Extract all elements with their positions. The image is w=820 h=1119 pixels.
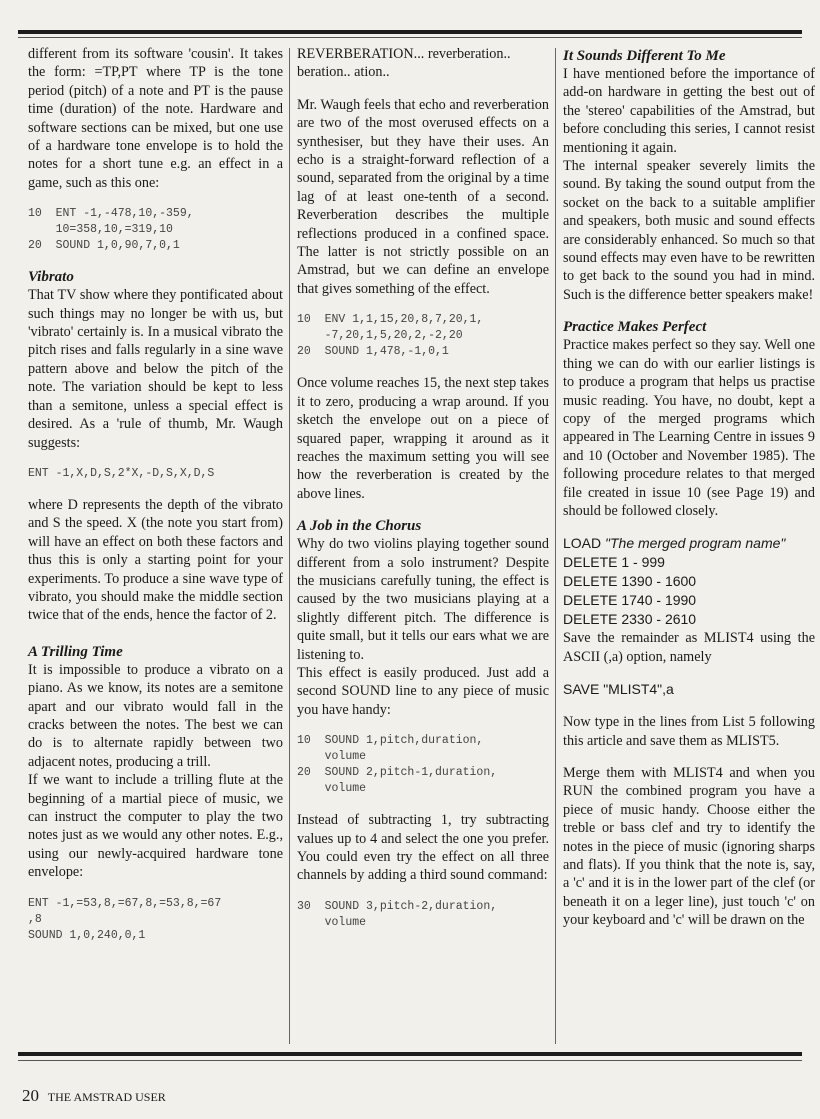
top-rule-thin	[18, 37, 802, 38]
bottom-rule-thin	[18, 1060, 802, 1061]
command-line: DELETE 1390 - 1600	[563, 573, 697, 590]
command-line: DELETE 1 - 999	[563, 554, 665, 571]
paragraph: Practice makes perfect so they say. Well one thing we can do with our earlier listings is to produce a program that helps us practise music reading. You have, no doubt, kept a copy of the merged programs which appeared in The Learning Centre in issues 9 and 10 (October and November 1985). The following procedure relates to that merged file created in issue 10 (see Page 19) and should be followed closely.	[563, 337, 815, 519]
paragraph: The internal speaker severely limits the sound. By taking the sound output from the socket on the back to a suitable amplifier and speakers, both music and sound effects are considerably enhanced. So much so that sound effects may even have to be rewritten to get back to the sound you had in mind. Such is the difference better speakers make!	[563, 158, 815, 303]
command-line: DELETE 2330 - 2610	[563, 611, 697, 628]
paragraph: If we want to include a trilling flute at the beginning of a martial piece of music, we can instruct the computer to play the two notes just as we would any other notes. E.g., using our newly-acquired hardware tone envelope:	[28, 772, 283, 881]
section-heading-vibrato: Vibrato	[28, 269, 74, 286]
code-listing: 10 ENT -1,-478,10,-359, 10=358,10,=319,10 20 SOUND 1,0,90,7,0,1	[28, 207, 194, 253]
column-divider	[555, 48, 556, 1044]
section-heading-trilling: A Trilling Time	[28, 643, 123, 660]
paragraph: Once volume reaches 15, the next step takes it to zero, producing a wrap around. If you sketch the envelope out on a piece of squared paper, wrapping it around as it reaches the maximum setting you will see how the reverberation is created by the above lines.	[297, 375, 549, 502]
paragraph: This effect is easily produced. Just add a second SOUND line to any piece of music you have handy:	[297, 664, 549, 718]
paragraph: REVERBERATION... reverberation.. beration.. ation..	[297, 46, 511, 81]
code-listing: ENT -1,X,D,S,2*X,-D,S,X,D,S	[28, 466, 215, 480]
column-1	[28, 45, 283, 958]
paragraph: Now type in the lines from List 5 following this article and save them as MLIST5.	[563, 714, 815, 749]
section-heading-different: It Sounds Different To Me	[563, 48, 726, 64]
paragraph: where D represents the depth of the vibrato and S the speed. X (the note you start from) will have an effect on both these factors and thus this is only a starting point for your experiments. To produce a sine wave type of vibrato, you should make the middle section twice that of the ends, hence the factor of 2.	[28, 496, 283, 624]
command-list	[563, 534, 815, 629]
command-list	[563, 680, 815, 699]
code-listing: ENT -1,=53,8,=67,8,=53,8,=67 ,8 SOUND 1,0,240,0,1	[28, 896, 222, 942]
code-listing: 10 SOUND 1,pitch,duration, volume 20 SOUND 2,pitch-1,duration, volume	[297, 734, 498, 796]
bottom-rule	[18, 1052, 802, 1056]
page-number: 20	[22, 1086, 39, 1105]
top-rule	[18, 30, 802, 34]
paragraph: That TV show where they pontificated about such things may no longer be with us, but 'vibrato' certainly is. In a musical vibrato the pitch rises and falls regularly in a sine wave pattern above and below the pitch of the note. The variation should be kept to less than a semitone, unless a special effect is desired. As a 'rule of thumb, Mr. Waugh suggests:	[28, 287, 283, 451]
code-listing: 10 ENV 1,1,15,20,8,7,20,1, -7,20,1,5,20,2,-2,20 20 SOUND 1,478,-1,0,1	[297, 313, 484, 359]
paragraph: Merge them with MLIST4 and when you RUN the combined program you have a piece of music handy. Choose either the treble or bass clef and try to identify the notes in the piece of music (ignoring sharps and flats). If you think that the note is, say, a 'c' and it is in the lower part of the clef (or beneath it on a leger line), just touch 'c' on your keyboard and 'c' will be drawn on the	[563, 764, 815, 929]
publication-name: THE AMSTRAD USER	[47, 1090, 166, 1104]
command-line	[563, 534, 815, 553]
column-divider	[289, 48, 290, 1044]
paragraph: Mr. Waugh feels that echo and reverberation are two of the most overused effects on a synthesiser, but they have their uses. An echo is a straight-forward reflection of a sound, separated from the original by a time lag of at least one-tenth of a second. Reverberation describes the multiple reflections produced in a confined space. The latter is not strictly possible on an Amstrad, but we can define an envelope that gives something of the effect.	[297, 96, 549, 297]
command-line: SAVE "MLIST4",a	[563, 681, 674, 698]
command-argument: "The merged program name"	[605, 535, 786, 552]
command: LOAD	[563, 535, 606, 552]
column-2	[297, 45, 549, 945]
paragraph: I have mentioned before the importance of add-on hardware in getting the best out of the 'stereo' capabilities of the Amstrad, but before concluding this series, I cannot resist mentioning it again.	[563, 66, 815, 156]
paragraph: different from its software 'cousin'. It takes the form: =TP,PT where TP is the tone period (pitch) of a note and PT is the pause time (duration) of the note. Hardware and software sections can be mixed, but one use of a hardware tone envelope is to hold the notes for a short tune e.g. an effect in a game, such as this one:	[28, 46, 283, 191]
section-heading-practice: Practice Makes Perfect	[563, 319, 707, 336]
paragraph: Why do two violins playing together sound different from a solo instrument? Despite the musicians carefully tuning, the effect is caused by the two musicians playing at a slightly different pitch. The difference is quite small, but it tells our ears what we are listening to.	[297, 536, 549, 663]
paragraph: It is impossible to produce a vibrato on a piano. As we know, its notes are a semitone apart and our vibrato would fall in the cracks between the notes. The best we can do is to alternate rapidly between two adjacent notes, producing a trill.	[28, 661, 283, 770]
paragraph: Instead of subtracting 1, try subtracting values up to 4 and select the one you prefer. You could even try the effect on all three channels by adding a third sound command:	[297, 812, 549, 884]
paragraph: Save the remainder as MLIST4 using the ASCII (,a) option, namely	[563, 630, 815, 665]
page-footer	[22, 1086, 166, 1106]
command-line: DELETE 1740 - 1990	[563, 592, 697, 609]
code-listing: 30 SOUND 3,pitch-2,duration, volume	[297, 899, 498, 929]
section-heading-chorus: A Job in the Chorus	[297, 518, 422, 535]
column-3	[563, 45, 815, 944]
